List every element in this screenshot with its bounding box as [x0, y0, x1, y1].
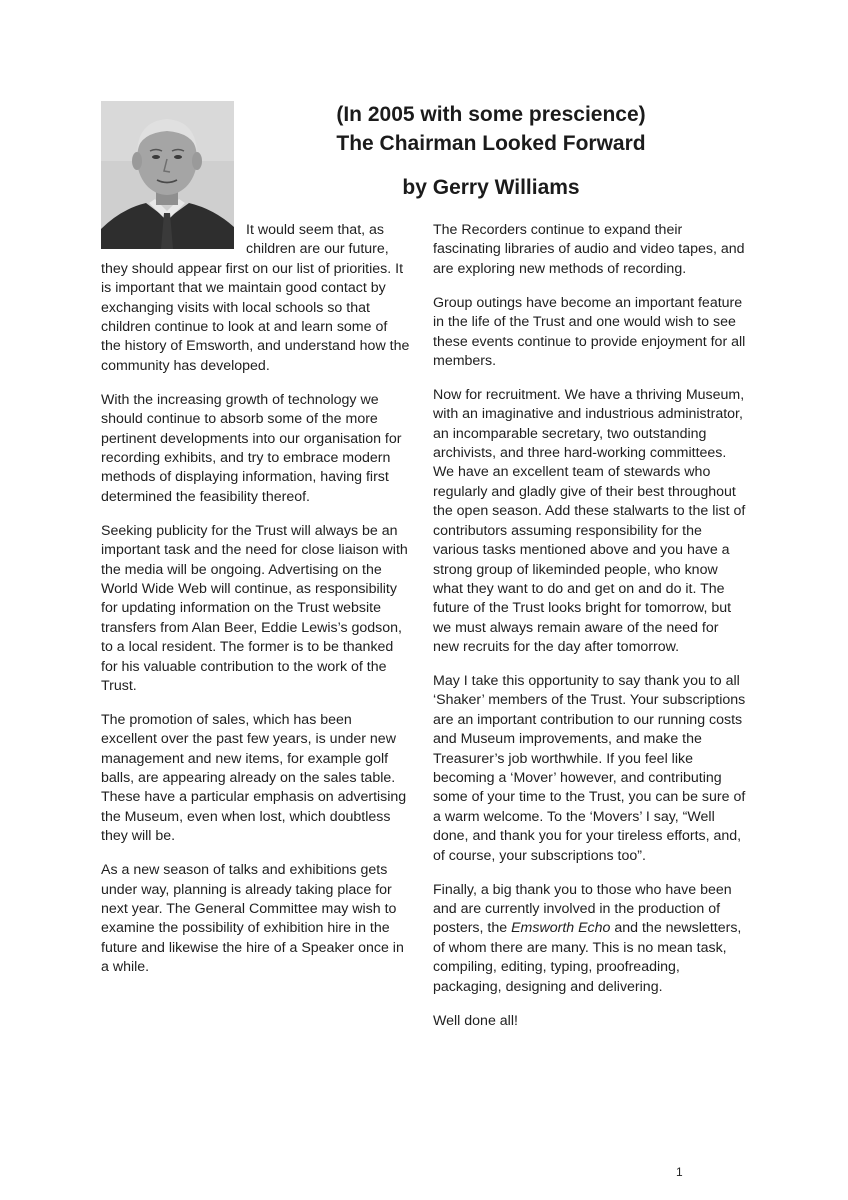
emsworth-echo-title: Emsworth Echo — [511, 920, 611, 937]
page-number: 1 — [676, 1165, 683, 1179]
title-line-1: (In 2005 with some prescience) — [336, 103, 646, 126]
paragraph-recruitment: Now for recruitment. We have a thriving Museum, with an imaginative and industrious administrator, an incomparable secretary, two outstanding archivists, and three hard-working committees. We have an excellent team of stewards who regularly and gladly give of their best throughout the open season. Add these stalwarts to the list of contributors assuming responsibility for the various tasks mentioned above and you have a strong group of likeminded people, who know what they want to do and get on and do it. The future of the Trust looks bright for tomorrow, but we must always remain aware of the need for new recruits for the day after tomorrow. — [433, 386, 746, 656]
paragraph-talks-exhibitions: As a new season of talks and exhibitions gets under way, planning is already taking place for next year. The General Committee may wish to examine the possibility of exhibition hire in the future and likewise the hire of a Speaker once in a while. — [101, 862, 404, 976]
author-byline: by Gerry Williams — [402, 176, 580, 199]
title-line-2: The Chairman Looked Forward — [336, 132, 646, 155]
final-text-part-1: Finally, a big thank you to those who have been and are currently involved in the production of posters, the — [433, 881, 732, 937]
right-column — [433, 221, 748, 1045]
paragraph-sales: The promotion of sales, which has been excellent over the past few years, is under new management and new items, for example golf balls, are appearing already on the sales table. These have a particular emphasis on advertising the Museum, even when lost, which doubtless they will be. — [101, 711, 407, 845]
paragraph-children: It would seem that, as children are our future, they should appear first on our list of priorities. It is important that we maintain good contact by exchanging visits with local schools so that children continue to look at and learn some of the history of Emsworth, and understand how the community has developed. — [101, 222, 410, 374]
photo-wrap-spacer — [101, 221, 246, 259]
closing-line: Well done all! — [433, 1012, 518, 1029]
paragraph-recorders: The Recorders continue to expand their fascinating libraries of audio and video tapes, and are exploring new methods of recording. — [433, 222, 745, 277]
final-text-part-2: and the newsletters, of whom there are many. This is no mean task, compiling, editing, typing, proofreading, packaging, designing and delivering. — [433, 920, 742, 995]
paragraph-thank-you: May I take this opportunity to say thank you to all ‘Shaker’ members of the Trust. Your subscriptions are an important contribution to our running costs and Museum improvements, and make the Treasurer’s job worthwhile. If you feel like becoming a ‘Mover’ however, and contributing some of your time to the Trust, you can be sure of a warm welcome. To the ‘Movers’ I say, “Well done, and thank you for your tireless efforts, and, of course, your subscriptions too”. — [433, 673, 746, 864]
paragraph-technology: With the increasing growth of technology we should continue to absorb some of the more pertinent developments into our organisation for recording exhibits, and try to embrace modern methods of displaying information, having first determined the feasibility thereof. — [101, 391, 402, 505]
left-column — [101, 221, 410, 992]
paragraph-group-outings: Group outings have become an important feature in the life of the Trust and one would wish to see these events continue to provide enjoyment for all members. — [433, 294, 746, 369]
paragraph-publicity: Seeking publicity for the Trust will always be an important task and the need for close liaison with the media will be ongoing. Advertising on the World Wide Web will continue, as responsibility for updating information on the Trust website transfers from Alan Beer, Eddie Lewis’s godson, to a local resident. The former is to be thanked for his valuable contribution to the work of the Trust. — [101, 522, 408, 694]
paragraph-final-thanks — [433, 881, 748, 997]
